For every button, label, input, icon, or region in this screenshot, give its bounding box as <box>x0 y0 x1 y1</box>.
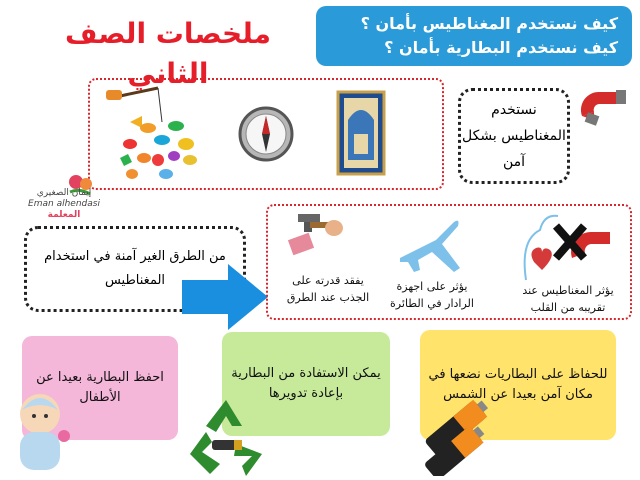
magnet-icon <box>572 82 630 134</box>
tip-storage-text: للحفاظ على البطاريات نضعها في مكان آمن بعيدا عن الشمس <box>428 367 608 402</box>
hammer-icon <box>286 214 348 270</box>
tip-recycle-text: يمكن الاستفادة من البطارية بإعادة تدويرها <box>231 366 381 401</box>
questions-banner <box>316 6 632 66</box>
watermark <box>22 172 106 222</box>
safe-use-text: نستخدم المغناطيس بشكل آمن <box>462 102 566 170</box>
recycle-icon <box>182 394 270 478</box>
arrow-right-icon <box>180 262 270 332</box>
battery-icon <box>416 384 508 476</box>
prayer-rug-icon <box>336 90 386 176</box>
hammer-caption: يفقد قدرته على الجذب عند الطرق <box>286 274 370 304</box>
unsafe-heading: من الطرق الغير آمنة في استخدام المغناطيس <box>44 249 226 288</box>
question-battery: كيف نستخدم البطارية بأمان ؟ <box>384 38 618 57</box>
safe-use-note <box>458 88 570 184</box>
compass-icon <box>238 106 294 162</box>
airplane-icon <box>396 214 464 276</box>
baby-icon <box>8 388 78 474</box>
fishing-toy-icon <box>100 82 210 186</box>
page-title: ملخصات الصف الثاني <box>65 17 271 90</box>
watermark-name-en: Eman alhendasi <box>28 199 100 209</box>
watermark-name-ar: إيمان الصغيري <box>36 188 92 198</box>
tip-children-text: احفظ البطارية بعيدا عن الأطفال <box>36 370 164 405</box>
heart-magnet-icon <box>506 210 616 282</box>
watermark-label: المعلمة <box>47 210 81 220</box>
question-magnet: كيف نستخدم المغناطيس بأمان ؟ <box>360 14 618 33</box>
heart-caption: يؤثر المغناطيس عند تقريبه من القلب <box>522 284 614 314</box>
airplane-caption: يؤثر على اجهزة الرادار في الطائرة <box>390 280 474 310</box>
